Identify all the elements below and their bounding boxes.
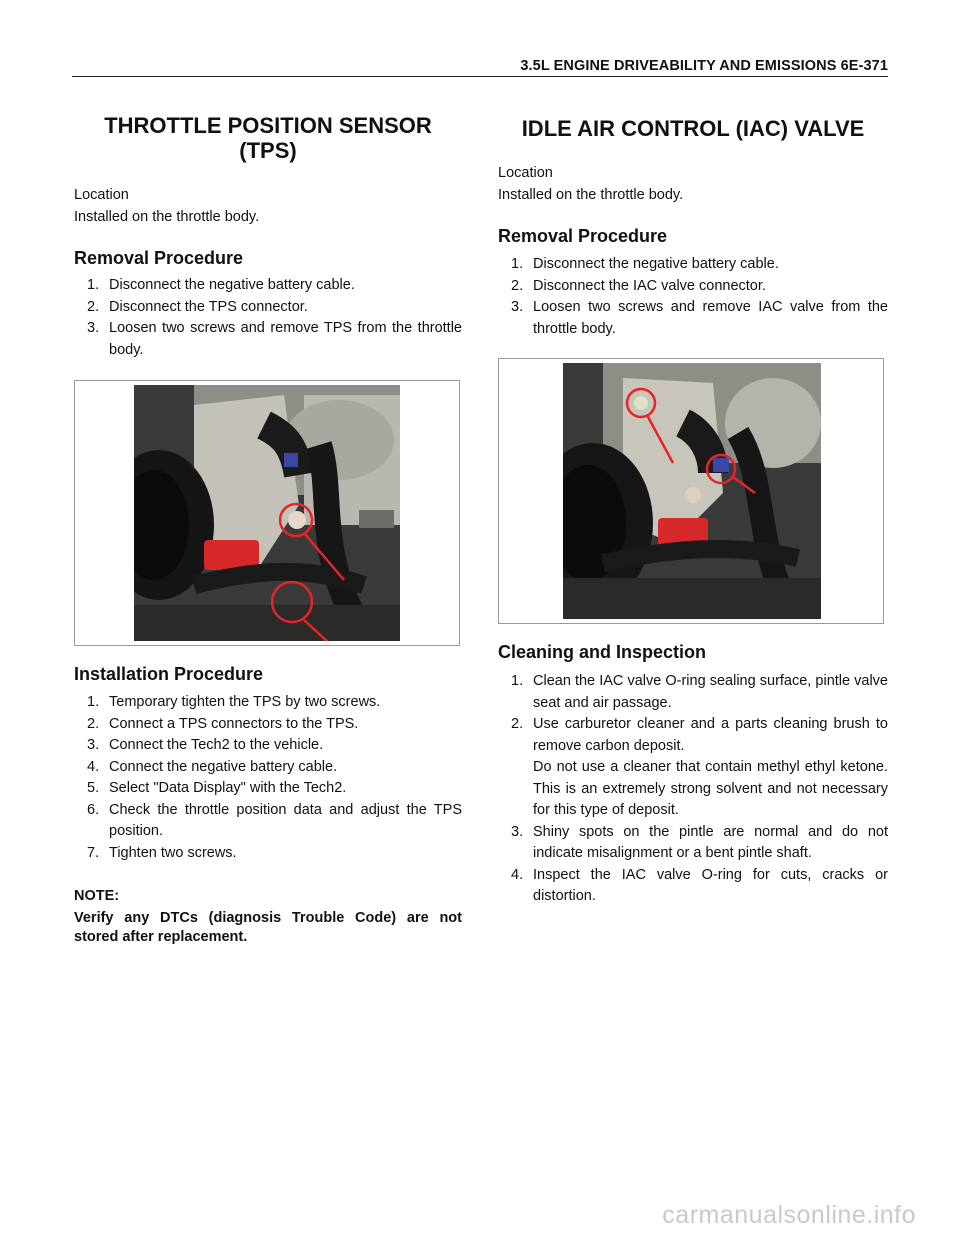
step-text: Disconnect the IAC valve connector. — [533, 277, 766, 294]
step-number: 3. — [511, 299, 524, 315]
list-item — [74, 757, 462, 779]
step-text: Disconnect the negative battery cable. — [109, 277, 355, 293]
step-number: 3. — [511, 823, 524, 840]
list-item — [74, 297, 462, 319]
step-number: 2. — [87, 715, 100, 732]
step-text: Tighten two screws. — [109, 844, 237, 861]
list-item — [498, 254, 888, 276]
list-item — [74, 318, 462, 361]
list-item — [498, 822, 888, 865]
tps-installation-heading: Installation Procedure — [74, 664, 264, 684]
note-text: Verify any DTCs (diagnosis Trouble Code) are not stored after replacement. — [74, 910, 462, 945]
tps-title — [74, 113, 462, 163]
tps-removal-heading: Removal Procedure — [74, 248, 244, 268]
list-item — [498, 865, 888, 908]
iac-removal-heading: Removal Procedure — [498, 226, 668, 246]
list-item — [74, 778, 462, 800]
iac-location-text: Installed on the throttle body. — [498, 187, 684, 203]
step-number: 1. — [87, 694, 100, 710]
list-item — [498, 276, 888, 298]
page-header — [72, 48, 888, 77]
list-item — [74, 843, 462, 865]
list-item — [74, 275, 462, 297]
step-text: Disconnect the TPS connector. — [109, 298, 308, 315]
note-label: NOTE: — [74, 888, 120, 904]
step-text: Use carburetor cleaner and a parts cleaning brush to remove carbon deposit. — [533, 716, 888, 754]
iac-cleaning-steps — [498, 671, 888, 908]
tps-figure — [74, 380, 460, 646]
step-number: 1. — [87, 277, 100, 293]
step-number: 5. — [87, 780, 100, 796]
step-number: 2. — [511, 277, 524, 294]
iac-figure — [498, 358, 884, 624]
step-number: 1. — [511, 256, 524, 272]
step-text: Temporary tighten the TPS by two screws. — [109, 694, 381, 710]
iac-location-label: Location — [498, 165, 553, 181]
iac-photo — [563, 363, 821, 619]
step-number: 2. — [511, 716, 524, 732]
step-number: 4. — [511, 866, 524, 883]
list-item — [74, 800, 462, 843]
step-number: 7. — [87, 844, 100, 861]
header-title: 3.5L ENGINE DRIVEABILITY AND EMISSIONS 6E-371 — [520, 58, 888, 74]
step-text: Connect a TPS connectors to the TPS. — [109, 715, 359, 732]
watermark: carmanualsonline.info — [662, 1201, 916, 1229]
step-number: 3. — [87, 320, 100, 336]
tps-title-line2: (TPS) — [239, 138, 297, 163]
step-text: Clean the IAC valve O-ring sealing surface, pintle valve seat and air passage. — [533, 673, 888, 711]
step-number: 2. — [87, 298, 100, 315]
step-text: Disconnect the negative battery cable. — [533, 256, 779, 272]
list-item — [498, 297, 888, 340]
step-text: Connect the negative battery cable. — [109, 758, 338, 775]
step-text: Select "Data Display" with the Tech2. — [109, 780, 347, 796]
tps-location-label: Location — [74, 187, 129, 203]
step-text: Loosen two screws and remove TPS from the throttle body. — [109, 320, 462, 358]
step-number: 4. — [87, 758, 100, 775]
step-text: Connect the Tech2 to the vehicle. — [109, 737, 324, 753]
step-text: Inspect the IAC valve O-ring for cuts, cracks or distortion. — [533, 866, 888, 904]
step-number: 1. — [511, 673, 524, 689]
step-text: Loosen two screws and remove IAC valve from the throttle body. — [533, 299, 888, 337]
list-item — [74, 692, 462, 714]
step-extra-text: Do not use a cleaner that contain methyl ethyl ketone. This is an extremely strong solvent and not necessary for this type of deposit. — [533, 759, 888, 818]
iac-cleaning-heading: Cleaning and Inspection — [498, 642, 707, 662]
tps-location-text: Installed on the throttle body. — [74, 209, 260, 225]
step-number: 6. — [87, 801, 100, 818]
list-item — [74, 735, 462, 757]
iac-removal-steps — [498, 254, 888, 340]
list-item — [74, 714, 462, 736]
list-item — [498, 671, 888, 714]
list-item — [498, 714, 888, 822]
iac-title: IDLE AIR CONTROL (IAC) VALVE — [521, 116, 865, 141]
step-text: Check the throttle position data and adjust the TPS position. — [109, 801, 462, 839]
tps-installation-steps — [74, 692, 462, 864]
tps-title-line1: THROTTLE POSITION SENSOR — [104, 113, 432, 138]
tps-removal-steps — [74, 275, 462, 361]
step-text: Shiny spots on the pintle are normal and do not indicate misalignment or a bent pintle shaft. — [533, 823, 888, 861]
tps-photo — [134, 385, 400, 641]
step-number: 3. — [87, 737, 100, 753]
